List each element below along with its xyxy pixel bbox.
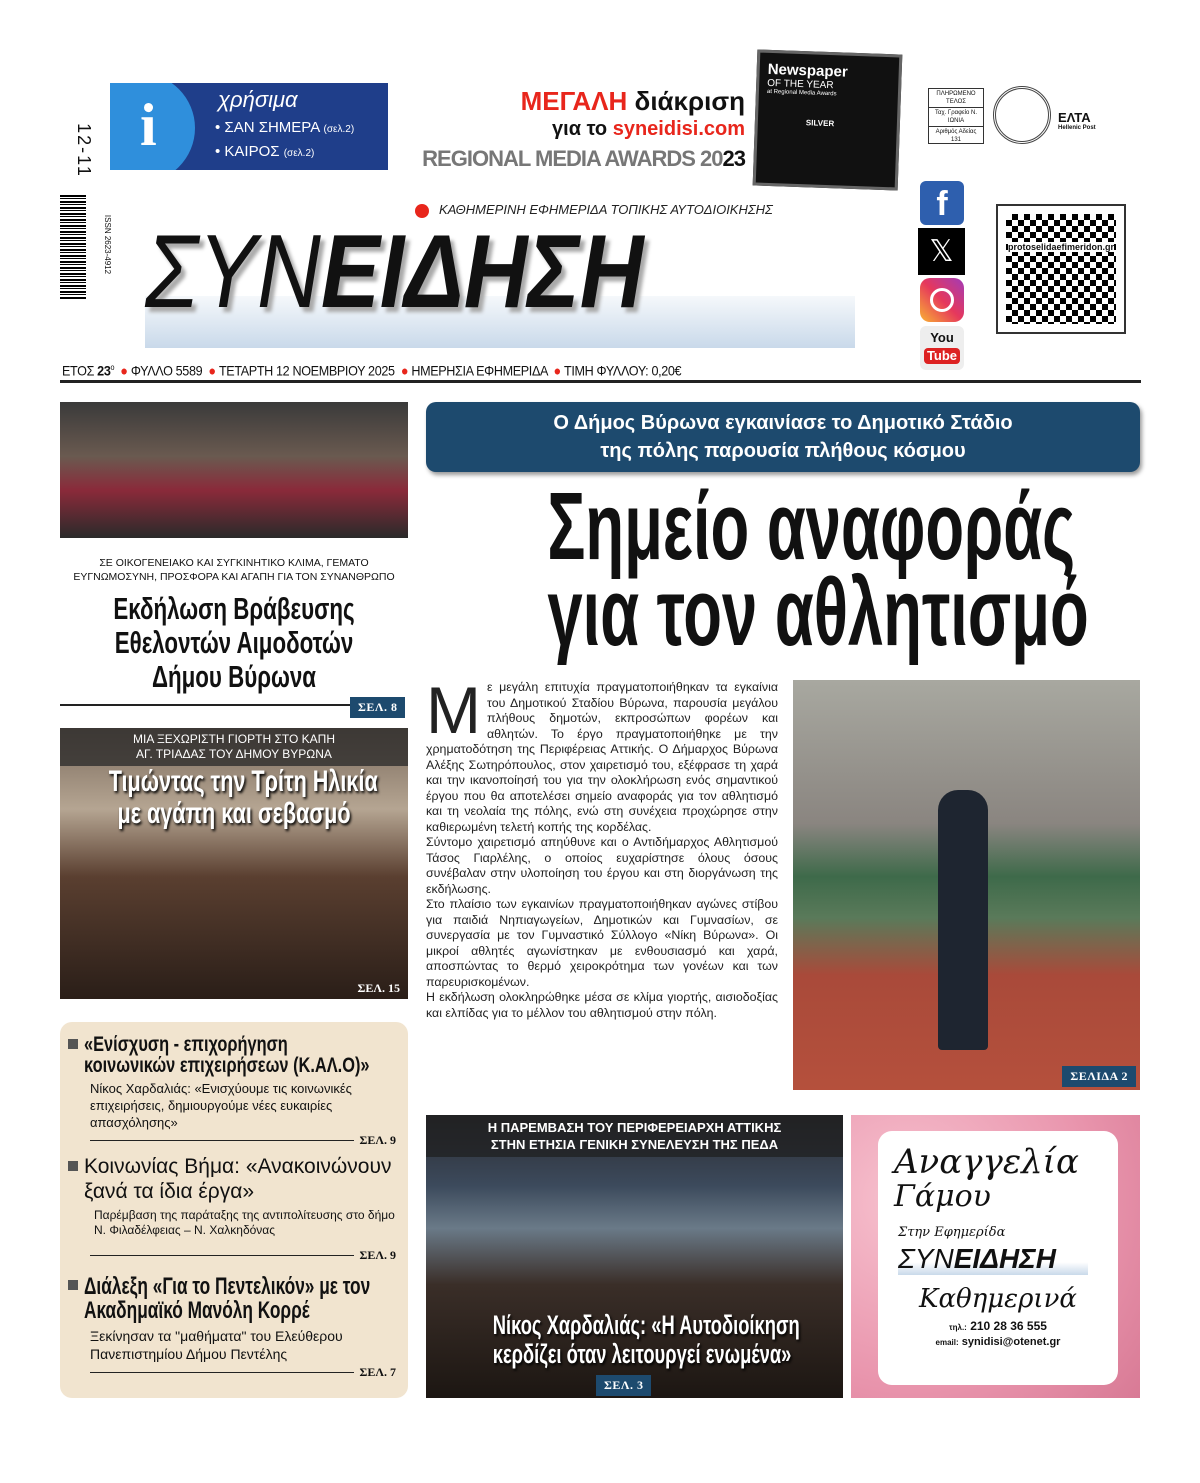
bottom-headline[interactable]: Νίκος Χαρδαλιάς: «Η Αυτοδιοίκηση κερδίζει όταν λειτουργεί ενωμένα» — [492, 1310, 800, 1369]
x-icon[interactable]: 𝕏 — [918, 228, 965, 275]
award-plaque: Newspaper OF THE YEAR at Regional Media Awards SILVER — [753, 50, 903, 191]
briefs-box — [60, 1022, 408, 1398]
date-code: 12-11 — [73, 123, 94, 178]
postage-box: ΠΛΗΡΩΜΕΝΟ ΤΕΛΟΣ Ταχ. Γραφείο Ν. ΙΩΝΙΑ Αριθμός Αδείας 131 — [928, 88, 984, 144]
photo-kapi-event: ΜΙΑ ΞΕΧΩΡΙΣΤΗ ΓΙΟΡΤΗ ΣΤΟ ΚΑΠΗ ΑΓ. ΤΡΙΑΔΑΣ ΤΟΥ ΔΗΜΟΥ ΒΥΡΩΝΑ Τιμώντας την Τρίτη Ηλικία με αγάπη και σεβασμό ΣΕΛ. 15 — [60, 728, 408, 999]
info-line: ΕΤΟΣ $23^o$ ● ΦΥΛΛΟ 5589 ● ΤΕΤΑΡΤΗ 12 ΝΟΕΜΒΡΙΟΥ 2025 ● ΗΜΕΡΗΣΙΑ ΕΦΗΜΕΡΙΔΑ ● ΤΙΜΗ ΦΥΛΛΟΥ: 0,20€ — [62, 362, 682, 379]
facebook-icon[interactable]: f — [920, 181, 964, 225]
youtube-icon[interactable]: You Tube — [920, 326, 964, 370]
wedding-ad[interactable]: Αναγγελία Γάμου Στην Εφημερίδα ΣΥΝΕΙΔΗΣΗ Καθημερινά τηλ.: 210 28 36 555 email: synidisi@otenet.gr — [851, 1115, 1140, 1398]
issn: ISSN 2623-4912 — [103, 214, 113, 275]
page-ref-badge[interactable]: ΣΕΛ. 8 — [350, 697, 405, 718]
elta-logo: ΕΛΤΑ Hellenic Post — [1058, 110, 1096, 131]
barcode — [60, 195, 86, 300]
qr-code[interactable] — [996, 204, 1126, 334]
photo-stadium-ribbon — [793, 680, 1140, 1090]
postal-seal — [993, 86, 1051, 144]
story2-headline[interactable]: Τιμώντας την Τρίτη Ηλικία με αγάπη και σεβασμό — [108, 765, 378, 830]
tagline: ΚΑΘΗΜΕΡΙΝΗ ΕΦΗΜΕΡΙΔΑ ΤΟΠΙΚΗΣ ΑΥΤΟΔΙΟΙΚΗΣΗΣ — [415, 202, 773, 218]
ad-logo: ΣΥΝΕΙΔΗΣΗ — [898, 1243, 1088, 1275]
info-title: χρήσιμα — [218, 87, 298, 112]
instagram-icon[interactable] — [920, 278, 964, 322]
brief-item[interactable]: Διάλεξη «Για το Πεντελικόν» με τον Ακαδημαϊκό Μανόλη Κορρέ Ξεκίνησαν τα "μαθήματα" του Ελεύθερου Πανεπιστημίου Δήμου Πεντέλης ΣΕΛ. 7 — [68, 1275, 396, 1380]
divider — [60, 704, 350, 706]
masthead-rule — [60, 380, 1141, 383]
lead-banner: Ο Δήμος Βύρωνα εγκαινίασε το Δημοτικό Στάδιο της πόλης παρουσία πλήθους κόσμου — [426, 402, 1140, 472]
brief-item[interactable]: Κοινωνίας Βήμα: «Ανακοινώνουν ξανά τα ίδια έργα» Παρέμβαση της παράταξης της αντιπολίτευσης στο δήμο Ν. Φιλαδέλφειας – Ν. Χαλκηδόνας ΣΕΛ. 9 — [68, 1154, 396, 1263]
story1-headline[interactable]: Εκδήλωση Βράβευσης Εθελοντών Αιμοδοτών Δήμου Βύρωνα — [113, 591, 355, 694]
page-ref-badge[interactable]: ΣΕΛ. 3 — [596, 1375, 651, 1396]
story1-kicker: ΣΕ ΟΙΚΟΓΕΝΕΙΑΚΟ ΚΑΙ ΣΥΓΚΙΝΗΤΙΚΟ ΚΛΙΜΑ, ΓΕΜΑΤΟ ΕΥΓΝΩΜΟΣΥΝΗ, ΠΡΟΣΦΟΡΑ ΚΑΙ ΑΓΑΠΗ ΓΙΑ ΤΟΝ ΣΥΝΑΝΘΡΩΠΟ — [73, 557, 395, 583]
dropcap: Μ — [426, 673, 481, 747]
photo-award-ceremony — [60, 402, 408, 538]
page-ref[interactable]: ΣΕΛ. 15 — [357, 981, 400, 995]
lead-headline[interactable]: Σημείο αναφοράς για τον αθλητισμό — [547, 473, 1089, 666]
page-ref-badge[interactable]: ΣΕΛΙΔΑ 2 — [1062, 1066, 1136, 1087]
info-icon: i — [140, 92, 157, 158]
lead-body: Με μεγάλη επιτυχία πραγματοποιήθηκαν τα εγκαίνια του Δημοτικού Σταδίου Βύρωνα, παρουσία μεγάλου πλήθους δημοτών, εκπροσώπων φορέων και αθλητών. Το έργο πραγματοποιήθηκε με την χρηματοδότηση της Περιφέρειας Αττικής. Ο Δήμαρχος Βύρωνα Αλέξης Σωτηρόπουλος, στον χαιρετισμό του, εξέφρασε τη χαρά και την ικανοποίησή του για την ολοκλήρωση ενός σημαντικού έργου που θα αποτελέσει σημείο αναφοράς για τον αθλητισμό και τη νεολαία της πόλης, ενώ στη συνέχεια προχώρησε στην καθιερωμένη τελετή κοπής της κορδέλας. Σύντομο χαιρετισμό απηύθυνε και ο Αντιδήμαρχος Αθλητισμού Τάσος Γιαρλέλης, ο οποίος ευχαρίστησε όλους όσους συνέβαλαν στην υλοποίηση του έργου και στη διοργάνωση της εκδήλωσης. Στο πλαίσιο των εγκαινίων πραγματοποιήθηκαν αγώνες στίβου για παιδιά Νηπιαγωγείων, Δημοτικών και Γυμνασίων, σε συνεργασία με τον Γυμναστικό Σύλλογο «Νίκη Βύρωνα». Οι μικροί αθλητές αγωνίστηκαν με ενθουσιασμό και χαρά, αποσπώντας το θερμό χειροκρότημα των γονέων και των παρευρισκομένων. Η εκδήλωση ολοκληρώθηκε μέσα σε κλίμα γιορτής, αισιοδοξίας και ελπίδας για το μέλλον του αθλητισμού στην πόλη. — [426, 673, 778, 1020]
brief-item[interactable]: «Ενίσχυση - επιχορήγηση κοινωνικών επιχειρήσεων (Κ.ΑΛ.Ο)» Νίκος Χαρδαλιάς: «Ενισχύουμε τις κοινωνικές επιχειρήσεις, δημιουργούμε νέες ευκαιρίες απασχόλησης» ΣΕΛ. 9 — [68, 1034, 396, 1148]
info-item[interactable]: • ΣΑΝ ΣΗΜΕΡΑ (σελ.2) — [215, 119, 355, 136]
info-box[interactable] — [110, 83, 388, 170]
award-promo: ΜΕΓΑΛΗ διάκριση για το syneidisi.com REGIONAL MEDIA AWARDS 2023 — [422, 86, 745, 171]
newspaper-logo: ΣΥΝΕΙΔΗΣΗ — [145, 214, 644, 330]
info-item[interactable]: • ΚΑΙΡΟΣ (σελ.2) — [215, 143, 315, 160]
qr-label: protoselidaefimeridon.gr — [1008, 242, 1115, 252]
photo-peda-assembly: Η ΠΑΡΕΜΒΑΣΗ ΤΟΥ ΠΕΡΙΦΕΡΕΙΑΡΧΗ ΑΤΤΙΚΗΣ ΣΤΗΝ ΕΤΗΣΙΑ ΓΕΝΙΚΗ ΣΥΝΕΛΕΥΣΗ ΤΗΣ ΠΕΔΑ Νίκος Χαρδαλιάς: «Η Αυτοδιοίκηση κερδίζει όταν λειτουργεί ενωμένα» ΣΕΛ. 3 — [426, 1115, 843, 1398]
